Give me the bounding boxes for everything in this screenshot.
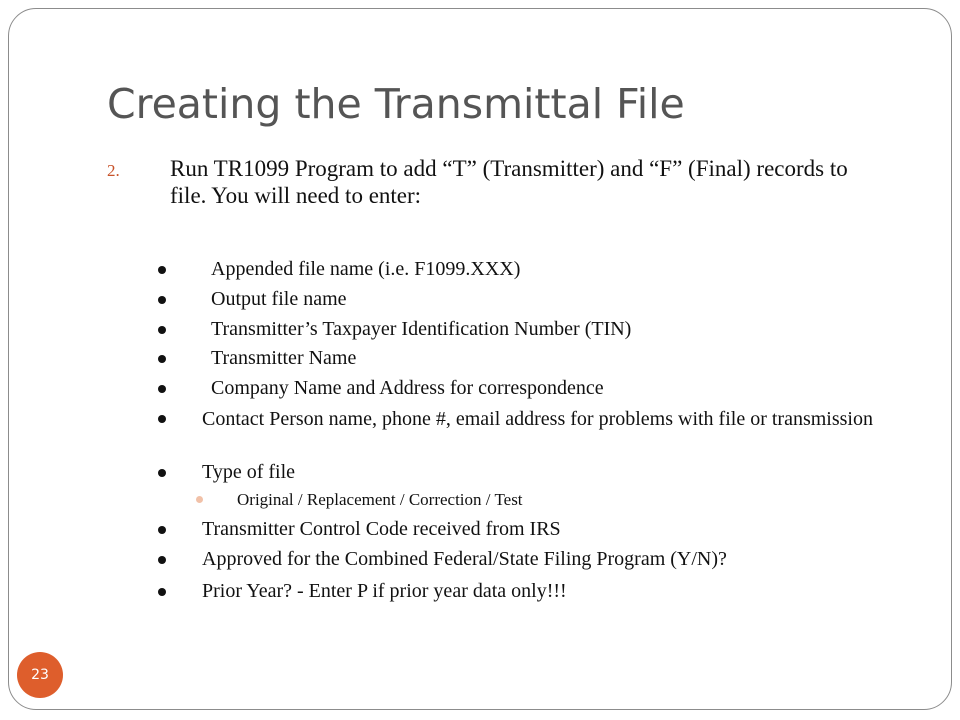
step-text: Run TR1099 Program to add “T” (Transmitter) and “F” (Final) records to file. You will need to enter: (170, 156, 848, 208)
list-item-text: Type of file (202, 461, 296, 483)
step-number: 2. (107, 161, 120, 180)
sub-list-item-text: Original / Replacement / Correction / Test (237, 490, 523, 509)
sub-bullet-dot-icon (196, 496, 203, 503)
bullet-dot-icon (158, 469, 166, 477)
numbered-step (107, 155, 867, 209)
list-item-text: Appended file name (i.e. F1099.XXX) (211, 258, 521, 280)
list-item-text: Contact Person name, phone #, email address for problems with file or transmission (202, 408, 873, 430)
slide-title: Creating the Transmittal File (107, 80, 685, 128)
bullet-dot-icon (158, 326, 166, 334)
bullet-dot-icon (158, 385, 166, 393)
bullet-dot-icon (158, 266, 166, 274)
list-item-text: Transmitter Control Code received from IRS (202, 518, 561, 540)
bullet-dot-icon (158, 415, 166, 423)
bullet-dot-icon (158, 556, 166, 564)
list-item-text: Transmitter Name (211, 347, 357, 369)
list-item-text: Transmitter’s Taxpayer Identification Number (TIN) (211, 318, 632, 340)
bullet-dot-icon (158, 526, 166, 534)
list-item-text: Output file name (211, 288, 347, 310)
page-number-badge: 23 (17, 652, 63, 698)
bullet-dot-icon (158, 355, 166, 363)
list-item-text: Prior Year? - Enter P if prior year data only!!! (202, 580, 567, 602)
list-item-text: Company Name and Address for correspondence (211, 377, 604, 399)
bullet-dot-icon (158, 588, 166, 596)
list-item-text: Approved for the Combined Federal/State Filing Program (Y/N)? (202, 548, 727, 570)
bullet-dot-icon (158, 296, 166, 304)
